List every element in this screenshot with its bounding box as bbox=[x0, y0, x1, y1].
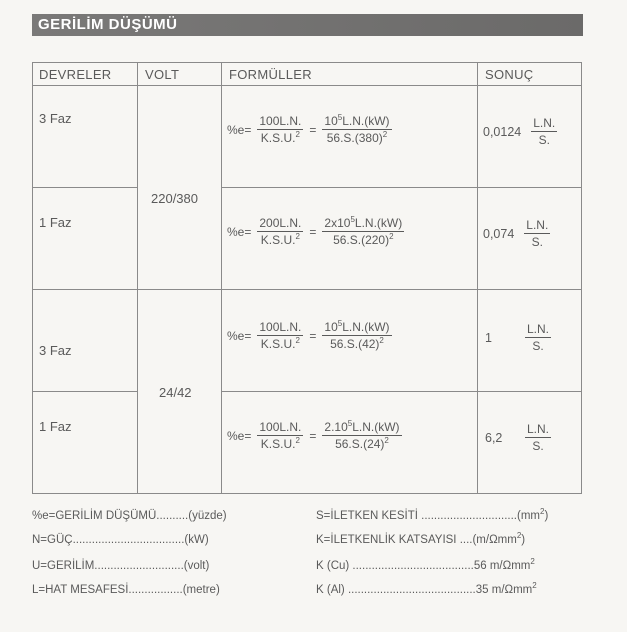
row-1-result: 0,0124 $\frac{L.N.}{S.}$ bbox=[483, 116, 556, 147]
legend-right-2: K=İLETKENLİK KATSAYISI ....(m/Ωmm$^2$) bbox=[316, 531, 526, 546]
row-3-circuit: 3 Faz bbox=[39, 343, 72, 358]
title-bar bbox=[32, 14, 583, 36]
legend-left-4: L=HAT MESAFESİ.................(metre) bbox=[32, 584, 220, 596]
row-3-result: 1 $\frac{L.N.}{S.}$ bbox=[485, 322, 550, 353]
row-3-formula: %e= $\frac{100L.N.}{K.S.U.^2}$ = $\frac{10^5L.N.(kW)}{56.S.(42)^2}$ bbox=[227, 319, 390, 351]
legend-right-4: K (Al) ........................................35 m/Ωmm$^2$ bbox=[316, 581, 537, 596]
header-formuller: FORMÜLLER bbox=[229, 67, 312, 82]
row-4-circuit: 1 Faz bbox=[39, 419, 72, 434]
legend-left-3: U=GERİLİM............................(volt) bbox=[32, 560, 210, 572]
legend-left-1: %e=GERİLİM DÜŞÜMÜ..........(yüzde) bbox=[32, 510, 227, 522]
row-2-result: 0,074 $\frac{L.N.}{S.}$ bbox=[483, 218, 549, 249]
row-4-formula: %e= $\frac{100L.N.}{K.S.U.^2}$ = $\frac{2.10^5L.N.(kW)}{56.S.(24)^2}$ bbox=[227, 419, 400, 451]
header-sonuc: SONUÇ bbox=[485, 67, 534, 82]
header-volt: VOLT bbox=[145, 67, 180, 82]
page-title: GERİLİM DÜŞÜMÜ bbox=[38, 16, 178, 33]
legend-left-2: N=GÜÇ...................................(kW) bbox=[32, 534, 209, 546]
legend-right-3: K (Cu) ......................................56 m/Ωmm$^2$ bbox=[316, 557, 535, 572]
header-devreler: DEVRELER bbox=[39, 67, 112, 82]
row-4-result: 6,2 $\frac{L.N.}{S.}$ bbox=[485, 422, 550, 453]
volt-group-2: 24/42 bbox=[159, 385, 192, 400]
row-1-formula: %e= $\frac{100L.N.}{K.S.U.^2}$ = $\frac{10^5L.N.(kW)}{56.S.(380)^2}$ bbox=[227, 113, 390, 145]
row-1-circuit: 3 Faz bbox=[39, 111, 72, 126]
legend-right-1: S=İLETKEN KESİTİ $..............................(mm^2)$ bbox=[316, 507, 549, 522]
row-2-formula: %e= $\frac{200L.N.}{K.S.U.^2}$ = $\frac{2x10^5L.N.(kW)}{56.S.(220)^2}$ bbox=[227, 215, 403, 247]
volt-group-1: 220/380 bbox=[151, 191, 198, 206]
row-2-circuit: 1 Faz bbox=[39, 215, 72, 230]
voltage-drop-table bbox=[32, 62, 582, 494]
